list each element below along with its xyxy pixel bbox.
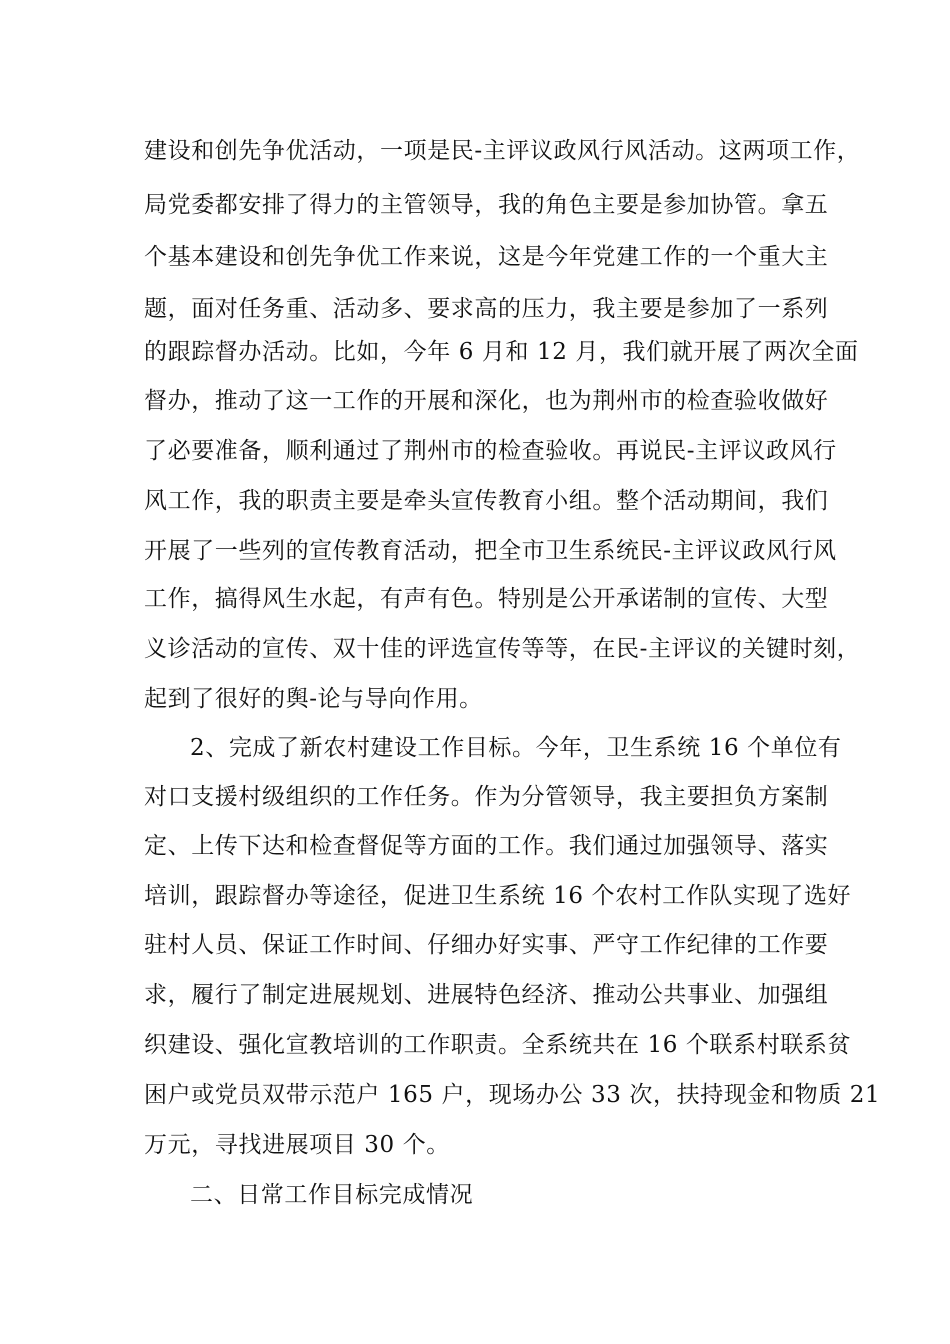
- text-line: 织建设、强化宣教培训的工作职责。全系统共在 16 个联系村联系贫: [144, 1032, 852, 1058]
- text-line: 困户或党员双带示范户 165 户，现场办公 33 次，扶持现金和物质 21: [144, 1082, 881, 1108]
- text-line: 万元，寻找进展项目 30 个。: [144, 1132, 450, 1158]
- text-line: 定、上传下达和检查督促等方面的工作。我们通过加强领导、落实: [144, 833, 829, 859]
- text-line: 对口支援村级组织的工作任务。作为分管领导，我主要担负方案制: [144, 784, 829, 810]
- text-line: 题，面对任务重、活动多、要求高的压力，我主要是参加了一系列: [144, 296, 829, 322]
- text-line: 开展了一些列的宣传教育活动，把全市卫生系统民-主评议政风行风: [144, 538, 837, 564]
- section-heading: 二、日常工作目标完成情况: [190, 1182, 474, 1208]
- text-line: 求，履行了制定进展规划、进展特色经济、推动公共事业、加强组: [144, 982, 829, 1008]
- text-line: 局党委都安排了得力的主管领导，我的角色主要是参加协管。拿五: [144, 192, 829, 218]
- text-line: 风工作，我的职责主要是牵头宣传教育小组。整个活动期间，我们: [144, 488, 829, 514]
- text-line: 督办，推动了这一工作的开展和深化，也为荆州市的检查验收做好: [144, 388, 829, 414]
- text-line: 的跟踪督办活动。比如，今年 6 月和 12 月，我们就开展了两次全面: [144, 339, 859, 365]
- text-line: 驻村人员、保证工作时间、仔细办好实事、严守工作纪律的工作要: [144, 932, 829, 958]
- text-line: 工作，搞得风生水起，有声有色。特别是公开承诺制的宣传、大型: [144, 586, 829, 612]
- text-line: 建设和创先争优活动，一项是民-主评议政风行风活动。这两项工作，: [144, 138, 861, 164]
- text-line: 起到了很好的舆-论与导向作用。: [144, 686, 483, 712]
- text-line: 培训，跟踪督办等途径，促进卫生系统 16 个农村工作队实现了选好: [144, 883, 852, 909]
- text-line: 义诊活动的宣传、双十佳的评选宣传等等，在民-主评议的关键时刻，: [144, 636, 861, 662]
- paragraph-first-line: 2、完成了新农村建设工作目标。今年，卫生系统 16 个单位有: [190, 735, 842, 761]
- text-line: 个基本建设和创先争优工作来说，这是今年党建工作的一个重大主: [144, 244, 829, 270]
- text-line: 了必要准备，顺利通过了荆州市的检查验收。再说民-主评议政风行: [144, 438, 837, 464]
